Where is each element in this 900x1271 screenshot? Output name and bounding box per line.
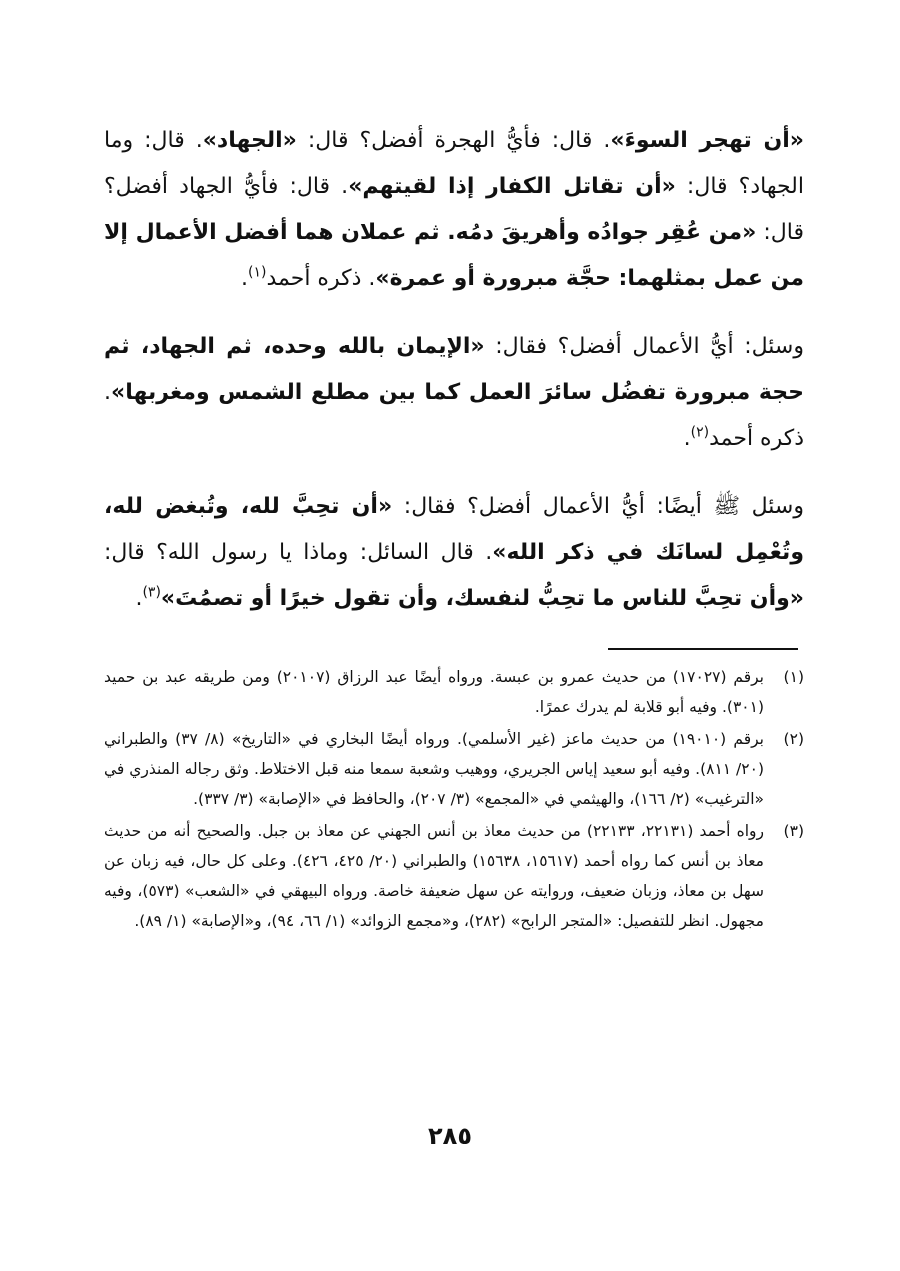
- footnote-text: برقم (١٩٠١٠) من حديث ماعز (غير الأسلمي). ورواه أيضًا البخاري في «التاريخ» (٨/ ٣٧) والطبراني (٢٠/ ٨١١). وفيه أبو سعيد إياس الجريري، ووهيب وشعبة سمعا منه قبل الاختلاط. وثق رجاله المنذري في «الترغيب» (٢/ ١٦٦)، والهيثمي في «المجمع» (٣/ ٢٠٧)، والحافظ في «الإصابة» (٣/ ٣٣٧).: [104, 730, 764, 808]
- footnote-1: [104, 662, 804, 722]
- text-segment: «أن تقاتل الكفار إذا لقيتهم»: [348, 174, 676, 199]
- text-segment: وسئل ﷺ أيضًا: أيُّ الأعمال أفضل؟ فقال:: [392, 494, 804, 519]
- footnote-divider: [608, 648, 798, 650]
- paragraph-1: [104, 118, 804, 302]
- text-segment: . قال: فأيُّ الهجرة أفضل؟ قال:: [296, 128, 611, 153]
- text-segment: . ذكره أحمد: [104, 380, 804, 451]
- footnote-number: (١): [783, 668, 804, 686]
- text-segment: .: [135, 586, 143, 611]
- footnote-marker[interactable]: (٢): [690, 424, 710, 441]
- text-segment: «الجهاد»: [202, 128, 297, 153]
- text-segment: .: [683, 426, 691, 451]
- text-segment: «وأن تحِبَّ للناس ما تحِبُّ لنفسك، وأن تقول خيرًا أو تصمُتَ»: [160, 586, 804, 611]
- text-segment: . ذكره أحمد: [266, 266, 376, 291]
- footnote-3: [104, 816, 804, 936]
- footnote-number: (٣): [783, 822, 804, 840]
- footnote-number: (٢): [783, 730, 804, 748]
- footnote-text: برقم (١٧٠٢٧) من حديث عمرو بن عبسة. ورواه أيضًا عبد الرزاق (٢٠١٠٧) ومن طريقه عبد بن حميد (٣٠١). وفيه أبو قلابة لم يدرك عمرًا.: [104, 668, 764, 716]
- text-segment: . قال: فأيُّ الجهاد أفضل؟ قال:: [104, 174, 805, 245]
- text-segment: «أن تهجر السوءَ»: [610, 128, 804, 153]
- text-segment: . قال: وما الجهاد؟ قال:: [104, 128, 804, 199]
- main-text: [104, 118, 804, 622]
- text-segment: . قال السائل: وماذا يا رسول الله؟ قال:: [104, 540, 493, 565]
- text-segment: «من عُقِر جوادُه وأهريقَ دمُه. ثم عملان هما أفضل الأعمال إلا من عمل بمثلهما: حجَّة مبرورة أو عمرة»: [104, 220, 804, 291]
- text-segment: «أن تحِبَّ لله، وتُبغض لله، وتُعْمِل لسانَك في ذكر الله»: [104, 494, 804, 565]
- text-segment: وسئل: أيُّ الأعمال أفضل؟ فقال:: [484, 334, 804, 359]
- footnote-2: [104, 724, 804, 814]
- footnote-text: رواه أحمد (٢٢١٣١، ٢٢١٣٣) من حديث معاذ بن أنس الجهني عن معاذ بن جبل. والصحيح أنه من حديث معاذ بن أنس كما رواه أحمد (١٥٦١٧، ١٥٦٣٨) والطبراني (٢٠/ ٤٢٥، ٤٢٦). وعلى كل حال، فيه زبان عن سهل بن معاذ، وزبان ضعيف، وروايته عن سهل ضعيفة خاصة. ورواه البيهقي في «الشعب» (٥٧٣)، وفيه مجهول. انظر للتفصيل: «المتجر الرابح» (٢٨٢)، و«مجمع الزوائد» (١/ ٦٦، ٩٤)، و«الإصابة» (١/ ٨٩).: [104, 822, 765, 930]
- footnote-marker[interactable]: (٣): [142, 584, 161, 601]
- text-segment: .: [240, 266, 248, 291]
- footnote-marker[interactable]: (١): [247, 264, 267, 281]
- text-segment: «الإيمان بالله وحده، ثم الجهاد، ثم حجة مبرورة تفضُل سائرَ العمل كما بين مطلع الشمس ومغربها»: [104, 334, 804, 405]
- paragraph-2: [104, 324, 804, 462]
- page-number: ٢٨٥: [428, 1122, 472, 1150]
- footnotes: [104, 662, 804, 938]
- paragraph-3: [104, 484, 804, 622]
